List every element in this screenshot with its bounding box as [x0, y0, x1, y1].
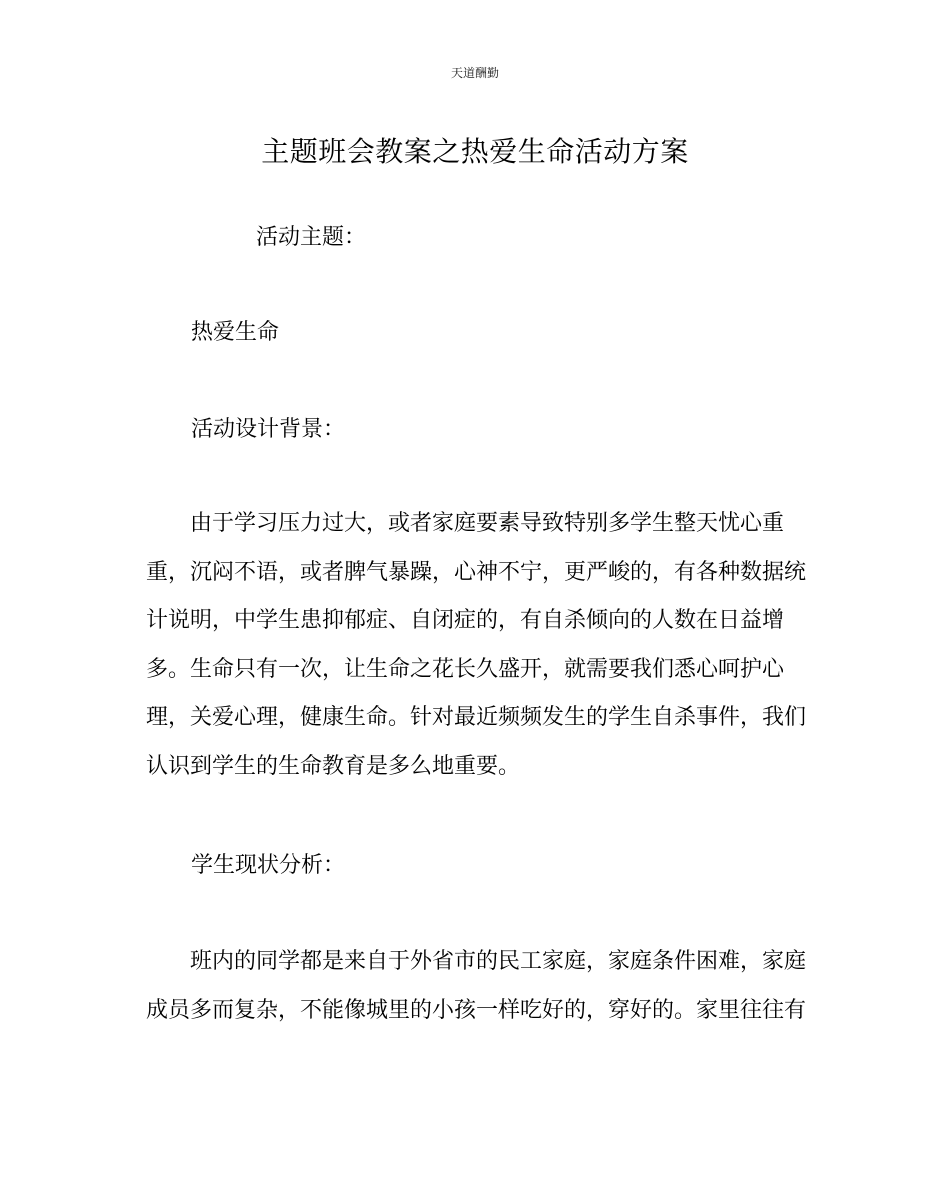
- analysis-paragraph: 班内的同学都是来自于外省市的民工家庭，家庭条件困难，家庭成员多而复杂，不能像城里的小孩一样吃好的，穿好的。家里往往有: [146, 949, 807, 1023]
- theme-label: 活动主题：: [256, 225, 367, 250]
- analysis-label: 学生现状分析：: [191, 853, 346, 878]
- background-paragraph: 由于学习压力过大，或者家庭要素导致特别多学生整天忧心重重，沉闷不语，或者脾气暴躁，心神不宁，更严峻的，有各种数据统计说明，中学生患抑郁症、自闭症的，有自杀倾向的人数在日益增多。生命只有一次，让生命之花长久盛开，就需要我们悉心呵护心理，关爱心理，健康生命。针对最近频频发生的学生自杀事件，我们认识到学生的生命教育是多么地重要。: [146, 511, 807, 779]
- page-header: 天道酬勤: [450, 66, 499, 80]
- document-title: 主题班会教案之热爱生命活动方案: [261, 135, 689, 168]
- background-label: 活动设计背景：: [191, 417, 346, 442]
- theme-value: 热爱生命: [191, 320, 280, 345]
